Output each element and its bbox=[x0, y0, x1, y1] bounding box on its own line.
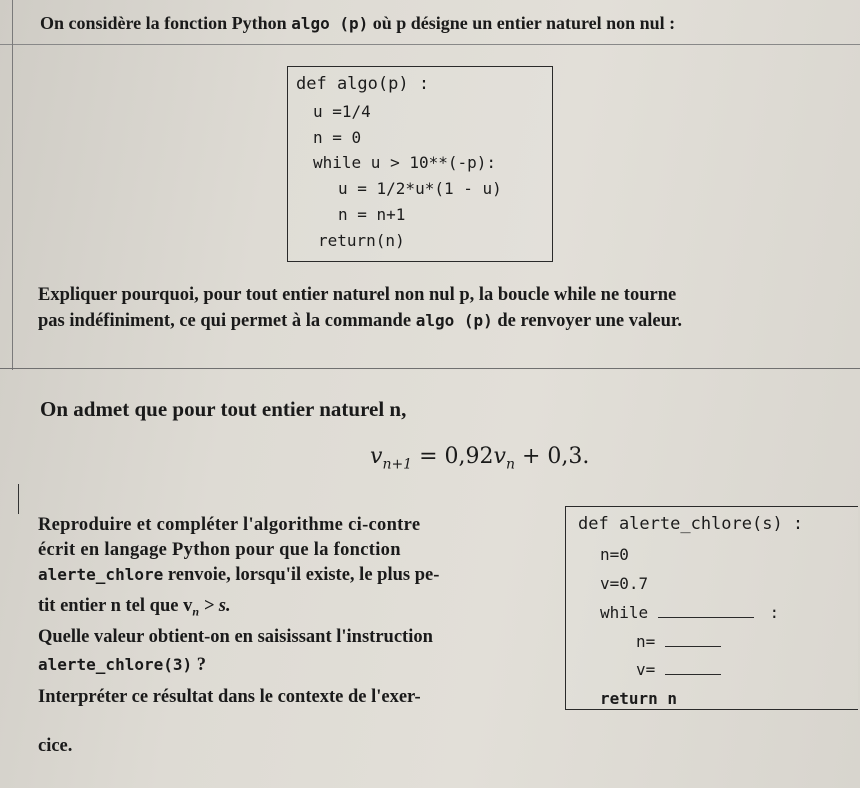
formula-lhs: v bbox=[370, 444, 383, 469]
question-text: pas indéfiniment, ce qui permet à la commande bbox=[38, 311, 416, 331]
top-divider bbox=[0, 44, 860, 45]
left-tick bbox=[18, 484, 19, 514]
v-assign: v= bbox=[636, 660, 656, 679]
intro-suffix: où p désigne un entier naturel non nul : bbox=[368, 13, 676, 33]
code2-line-n-init: n=0 bbox=[600, 545, 629, 564]
formula-rhs-var: v bbox=[493, 444, 506, 469]
section-divider bbox=[0, 368, 860, 369]
code-line-while: while u > 10**(-p): bbox=[313, 153, 497, 172]
n-assign: n= bbox=[636, 632, 656, 651]
cond-sub: n bbox=[192, 604, 200, 619]
recurrence-formula bbox=[370, 444, 589, 472]
call-suffix: ? bbox=[192, 655, 206, 675]
while-keyword: while bbox=[600, 603, 649, 622]
code-line-n-update: n = n+1 bbox=[338, 205, 406, 224]
question-suffix: de renvoyer une valeur. bbox=[492, 311, 683, 331]
code2-line-v-update bbox=[636, 660, 721, 679]
code-line-def: def algo(p) : bbox=[296, 74, 430, 94]
while-condition-blank[interactable] bbox=[658, 603, 754, 618]
question-code: algo (p) bbox=[415, 311, 493, 330]
ex2-text-line3 bbox=[38, 564, 439, 586]
exercise2-intro: On admet que pour tout entier naturel n, bbox=[40, 397, 407, 421]
while-colon: : bbox=[769, 603, 780, 622]
code-line-u-init: u =1/4 bbox=[313, 102, 371, 121]
code2-line-v-init: v=0.7 bbox=[600, 574, 649, 593]
code-line-return: return(n) bbox=[318, 231, 405, 250]
ex2-text-line8: cice. bbox=[38, 736, 73, 756]
ex2-text-line4-main: tit entier n tel que v bbox=[38, 596, 193, 616]
call-code: alerte_chlore(3) bbox=[38, 655, 193, 674]
func-name-code: alerte_chlore bbox=[38, 565, 164, 584]
formula-rhs-sub: n bbox=[505, 456, 515, 473]
ex2-text-line4 bbox=[38, 595, 231, 623]
ex2-text-line6 bbox=[38, 654, 206, 676]
ex2-text-line1: Reproduire et compléter l'algorithme ci-contre bbox=[38, 515, 421, 535]
n-update-blank[interactable] bbox=[665, 632, 721, 647]
code2-line-return: return n bbox=[600, 689, 678, 708]
ex2-text-line5: Quelle valeur obtient-on en saisissant l'instruction bbox=[38, 627, 433, 647]
left-margin-line bbox=[12, 0, 13, 370]
code-line-n-init: n = 0 bbox=[313, 128, 362, 147]
exercise1-question-line1: Expliquer pourquoi, pour tout entier naturel non nul p, la boucle while ne tourne bbox=[38, 285, 677, 305]
ex2-text-line2: écrit en langage Python pour que la fonction bbox=[38, 540, 401, 560]
code2-line-n-update bbox=[636, 632, 721, 651]
exercise1-question-line2 bbox=[38, 310, 682, 332]
intro-text: On considère la fonction Python bbox=[40, 13, 292, 33]
formula-constant: + 0,3. bbox=[514, 444, 590, 469]
code2-line-def: def alerte_chlore(s) : bbox=[578, 514, 804, 534]
v-update-blank[interactable] bbox=[665, 660, 721, 675]
code2-line-while bbox=[600, 603, 779, 622]
exercise1-intro bbox=[40, 12, 675, 35]
formula-coef: = 0,92 bbox=[412, 444, 494, 469]
ex2-text-line3-rest: renvoie, lorsqu'il existe, le plus pe- bbox=[167, 565, 440, 585]
ex2-text-line7: Interpréter ce résultat dans le contexte de l'exer- bbox=[38, 687, 421, 707]
intro-code: algo (p) bbox=[291, 14, 369, 33]
formula-lhs-sub: n+1 bbox=[382, 456, 413, 473]
code-line-u-update: u = 1/2*u*(1 - u) bbox=[338, 179, 502, 198]
cond-rest: > s. bbox=[199, 596, 231, 616]
